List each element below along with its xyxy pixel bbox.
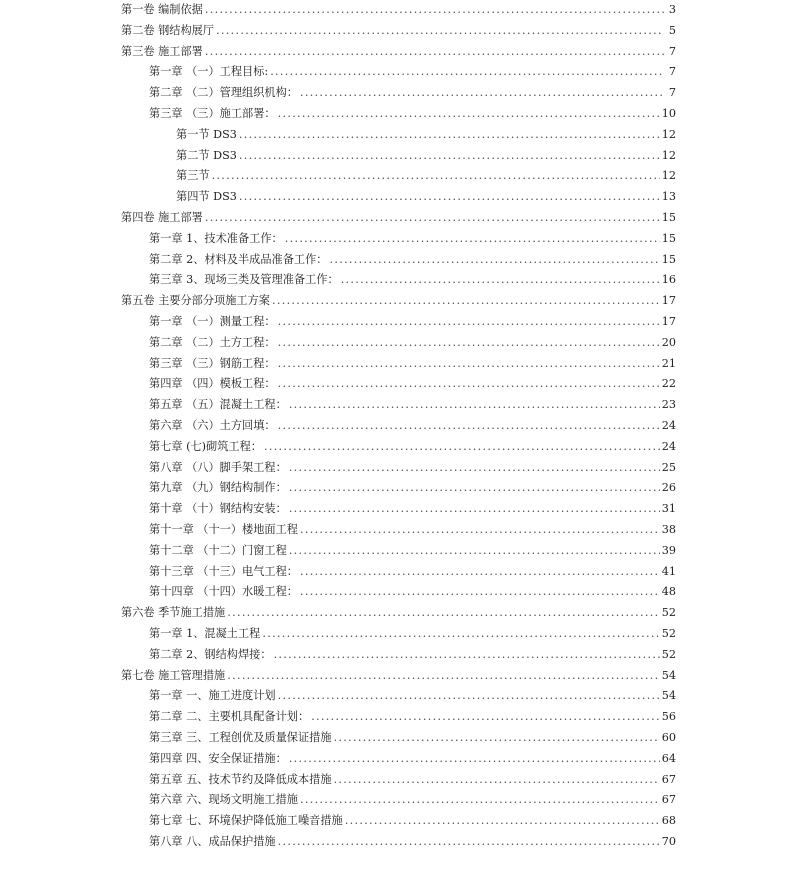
toc-entry-page-number: 16	[661, 273, 676, 287]
toc-entry-page-number: 5	[668, 23, 676, 37]
toc-entry-page-number: 67	[661, 793, 676, 807]
toc-leader-dots	[239, 128, 660, 142]
toc-entry[interactable]	[149, 253, 676, 267]
toc-entry-title: 第四卷 施工部署	[121, 211, 203, 224]
toc-entry-title: 第十章 （十）钢结构安装：	[149, 502, 287, 516]
toc-entry-title: 第三卷 施工部署	[121, 44, 203, 58]
toc-leader-dots	[300, 523, 660, 537]
toc-leader-dots	[285, 232, 660, 246]
toc-leader-dots	[289, 398, 660, 412]
toc-entry[interactable]	[149, 336, 676, 350]
toc-leader-dots	[278, 107, 660, 121]
toc-entry-page-number: 38	[661, 523, 676, 536]
toc-leader-dots	[341, 273, 660, 287]
toc-entry-title: 第十一章 （十一）楼地面工程	[149, 523, 298, 536]
toc-leader-dots	[278, 357, 660, 371]
toc-entry[interactable]	[149, 835, 676, 849]
toc-entry-title: 第二章 2、钢结构焊接：	[149, 647, 272, 661]
toc-entry-page-number: 15	[661, 231, 676, 245]
toc-entry-page-number: 15	[661, 252, 676, 266]
toc-entry-title: 第六章 （六）土方回填：	[149, 419, 276, 432]
toc-entry-title: 第一卷 编制依据	[121, 3, 203, 16]
toc-entry-title: 第八章 （八）脚手架工程：	[149, 460, 287, 474]
toc-leader-dots	[278, 689, 660, 703]
toc-entry-page-number: 48	[661, 585, 676, 599]
toc-entry-page-number: 56	[661, 710, 676, 724]
toc-leader-dots	[334, 731, 660, 745]
toc-entry-page-number: 41	[661, 564, 676, 578]
toc-leader-dots	[272, 294, 660, 308]
toc-entry-page-number: 22	[661, 377, 676, 391]
toc-entry-page-number: 15	[661, 211, 676, 224]
toc-entry[interactable]	[149, 793, 676, 807]
toc-entry[interactable]	[121, 24, 676, 38]
toc-entry[interactable]	[149, 377, 676, 391]
toc-leader-dots	[289, 752, 660, 766]
toc-entry[interactable]	[149, 523, 676, 537]
toc-entry-title: 第二章 （二）管理组织机构：	[149, 86, 298, 100]
toc-entry-page-number: 68	[661, 814, 676, 828]
toc-leader-dots	[289, 481, 660, 495]
toc-leader-dots	[300, 565, 660, 579]
toc-entry-page-number: 7	[668, 86, 676, 100]
toc-leader-dots	[205, 211, 660, 225]
toc-entry-title: 第四章 （四）模板工程：	[149, 377, 276, 391]
toc-entry-page-number: 64	[661, 751, 676, 765]
toc-entry-title: 第一章 （一）测量工程：	[149, 315, 276, 328]
toc-leader-dots	[205, 3, 664, 17]
toc-entry[interactable]	[149, 731, 676, 745]
toc-leader-dots	[278, 315, 660, 329]
toc-entry[interactable]	[121, 294, 676, 308]
toc-entry-title: 第二卷 钢结构展厅	[121, 23, 215, 37]
toc-entry-title: 第二章 二、主要机具配备计划：	[149, 710, 310, 724]
toc-entry-page-number: 52	[661, 627, 676, 640]
toc-entry-title: 第十四章 （十四）水暖工程：	[149, 585, 298, 599]
toc-entry-title: 第七章 七、环境保护降低施工噪音措施	[149, 814, 343, 828]
toc-entry-page-number: 54	[661, 668, 676, 682]
toc-entry-page-number: 26	[661, 481, 676, 495]
toc-entry[interactable]	[121, 669, 676, 683]
toc-entry-page-number: 31	[661, 502, 676, 516]
toc-entry-title: 第三节	[176, 169, 210, 183]
toc-entry[interactable]	[149, 273, 676, 287]
toc-entry-page-number: 60	[661, 731, 676, 744]
toc-entry[interactable]	[121, 606, 676, 620]
toc-entry[interactable]	[149, 502, 676, 516]
toc-entry[interactable]	[176, 190, 676, 204]
toc-entry-page-number: 21	[661, 356, 676, 370]
toc-leader-dots	[227, 606, 660, 620]
toc-entry[interactable]	[121, 45, 676, 59]
toc-entry-title: 第一章 （一）工程目标:	[149, 65, 269, 79]
toc-entry[interactable]	[149, 65, 676, 79]
toc-leader-dots	[227, 669, 660, 683]
toc-entry[interactable]	[149, 814, 676, 828]
toc-entry[interactable]	[149, 86, 676, 100]
toc-leader-dots	[262, 627, 659, 641]
toc-entry[interactable]	[149, 107, 676, 121]
toc-leader-dots	[239, 149, 660, 163]
toc-entry-title: 第三章 三、工程创优及质量保证措施	[149, 731, 332, 744]
toc-entry[interactable]	[149, 315, 676, 329]
toc-leader-dots	[345, 814, 660, 828]
toc-entry-title: 第四节 DS3	[176, 190, 237, 204]
toc-entry-page-number: 10	[661, 107, 676, 120]
toc-entry-page-number: 7	[668, 65, 676, 79]
toc-entry-page-number: 25	[661, 460, 676, 474]
toc-entry-page-number: 67	[661, 772, 676, 786]
toc-leader-dots	[212, 169, 660, 183]
toc-entry-page-number: 3	[668, 3, 676, 16]
toc-entry-page-number: 54	[661, 689, 676, 703]
toc-entry-title: 第二章 2、材料及半成品准备工作：	[149, 252, 328, 266]
toc-entry-title: 第五章 （五）混凝土工程：	[149, 398, 287, 412]
toc-entry-page-number: 13	[661, 190, 676, 204]
toc-leader-dots	[289, 502, 660, 516]
toc-leader-dots	[311, 710, 660, 724]
toc-leader-dots	[289, 544, 660, 558]
toc-entry-title: 第八章 八、成品保护措施	[149, 835, 276, 848]
toc-leader-dots	[278, 336, 660, 350]
toc-entry[interactable]	[149, 648, 676, 662]
toc-entry[interactable]	[149, 585, 676, 599]
toc-leader-dots	[300, 86, 664, 100]
toc-entry[interactable]	[149, 357, 676, 371]
toc-leader-dots	[334, 773, 660, 787]
toc-entry-title: 第一章 1、混凝土工程	[149, 627, 261, 640]
toc-entry-title: 第九章 （九）钢结构制作：	[149, 481, 287, 495]
toc-entry-title: 第一章 一、施工进度计划	[149, 689, 276, 703]
toc-entry[interactable]	[149, 461, 676, 475]
toc-entry-title: 第七卷 施工管理措施	[121, 668, 226, 682]
toc-entry[interactable]	[149, 544, 676, 558]
toc-entry-page-number: 17	[661, 315, 676, 328]
toc-leader-dots	[264, 440, 660, 454]
toc-entry[interactable]	[121, 211, 676, 225]
toc-leader-dots	[278, 835, 660, 849]
toc-entry-title: 第六卷 季节施工措施	[121, 606, 226, 620]
toc-entry-page-number: 70	[661, 835, 676, 848]
toc-entry-page-number: 12	[661, 169, 676, 183]
toc-leader-dots	[330, 253, 660, 267]
toc-entry-title: 第四章 四、安全保证措施：	[149, 751, 287, 765]
toc-entry[interactable]	[149, 752, 676, 766]
toc-entry-page-number: 17	[661, 294, 676, 308]
toc-entry-page-number: 52	[661, 647, 676, 661]
toc-entry-title: 第五章 五、技术节约及降低成本措施	[149, 772, 332, 786]
toc-entry-page-number: 24	[661, 419, 676, 432]
toc-entry[interactable]	[149, 773, 676, 787]
toc-entry[interactable]	[149, 440, 676, 454]
toc-entry-title: 第五卷 主要分部分项施工方案	[121, 294, 270, 308]
toc-entry[interactable]	[176, 169, 676, 183]
toc-entry[interactable]	[121, 3, 676, 17]
toc-entry-page-number: 24	[661, 439, 676, 453]
toc-leader-dots	[300, 793, 660, 807]
toc-entry-page-number: 39	[661, 543, 676, 557]
toc-entry-page-number: 7	[668, 44, 676, 58]
toc-entry-title: 第六章 六、现场文明施工措施	[149, 793, 298, 807]
toc-entry-title: 第二章 （二）土方工程：	[149, 335, 276, 349]
toc-leader-dots	[205, 45, 664, 59]
toc-entry-page-number: 52	[661, 606, 676, 620]
toc-entry[interactable]	[149, 232, 676, 246]
toc-leader-dots	[274, 648, 660, 662]
toc-leader-dots	[216, 24, 664, 38]
toc-entry-page-number: 12	[661, 127, 676, 141]
toc-entry-title: 第十二章 （十二）门窗工程	[149, 543, 287, 557]
toc-entry-title: 第十三章 （十三）电气工程：	[149, 564, 298, 578]
toc-entry-page-number: 12	[661, 148, 676, 162]
toc-entry[interactable]	[149, 689, 676, 703]
toc-entry-title: 第三章 （三）施工部署：	[149, 107, 276, 120]
toc-leader-dots	[270, 65, 664, 79]
toc-entry[interactable]	[149, 419, 676, 433]
toc-entry[interactable]	[149, 565, 676, 579]
toc-leader-dots	[278, 377, 660, 391]
toc-entry[interactable]	[176, 128, 676, 142]
toc-entry[interactable]	[176, 149, 676, 163]
toc-entry[interactable]	[149, 398, 676, 412]
toc-leader-dots	[300, 585, 660, 599]
toc-entry-title: 第二节 DS3	[176, 148, 237, 162]
toc-entry-title: 第一节 DS3	[176, 127, 237, 141]
toc-entry[interactable]	[149, 627, 676, 641]
toc-entry-title: 第三章 3、现场三类及管理准备工作：	[149, 273, 339, 287]
toc-entry[interactable]	[149, 481, 676, 495]
toc-entry[interactable]	[149, 710, 676, 724]
toc-entry-title: 第三章 （三）钢筋工程：	[149, 356, 276, 370]
toc-entry-title: 第七章 (七)砌筑工程：	[149, 439, 262, 453]
toc-entry-page-number: 20	[661, 335, 676, 349]
toc-entry-title: 第一章 1、技术准备工作：	[149, 231, 283, 245]
toc-leader-dots	[278, 419, 660, 433]
toc-entry-page-number: 23	[661, 398, 676, 412]
toc-leader-dots	[289, 461, 660, 475]
toc-leader-dots	[239, 190, 660, 204]
